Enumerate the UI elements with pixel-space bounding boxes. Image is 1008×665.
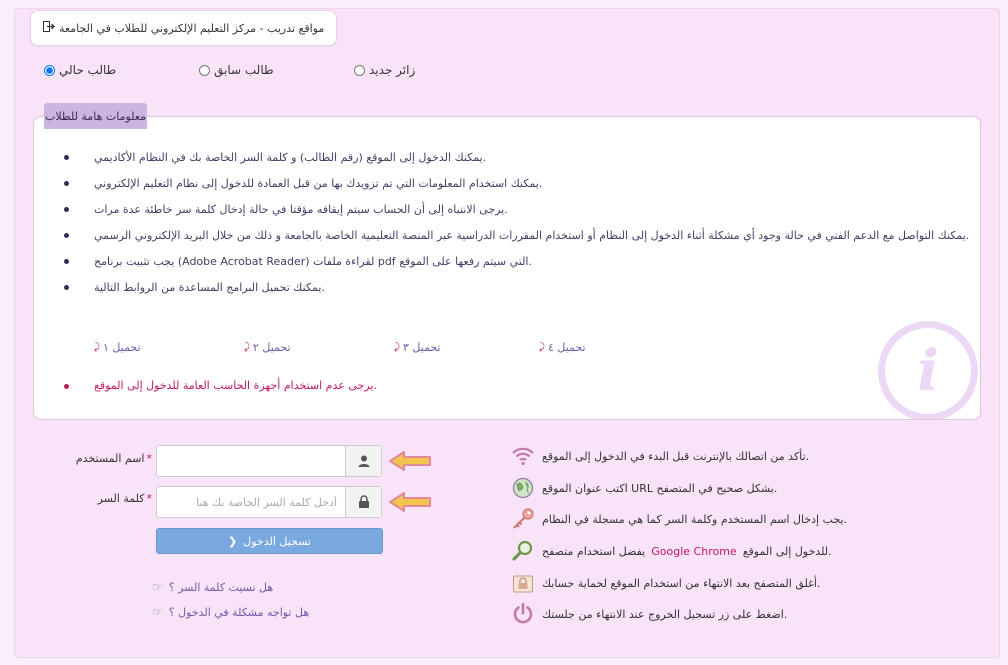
username-label	[32, 452, 152, 465]
required-mark: *	[146, 452, 152, 465]
username-field	[156, 445, 382, 477]
tip-text: ﻳﻔﻀﻞ ﺍﺳﺘﺨﺪﺍﻡ ﻣﺘﺼﻔﺢ	[542, 544, 646, 558]
radio-label: ﻃﺎﻟﺐ ﺳﺎﺑﻖ	[214, 63, 274, 77]
download-icon: ⤸	[394, 342, 400, 353]
list-item: ﻳﻤﻜﻨﻚ ﺍﻟﺘﻮﺍﺻﻞ ﻣﻊ ﺍﻟﺪﻋﻢ ﺍﻟﻔﻨﻲ ﻓﻲ ﺣﺎﻟﺔ ﻭﺟﻮﺩ ﺃﻱ ﻣﺸﻜﻠﺔ ﺃﺛﻨﺎﺀ ﺍﻟﺪﺧﻮﻝ ﺇﻟﻰ ﺍﻟﻨﻈﺎﻡ ﺃﻭ ﺍﺳﺘﺨﺪﺍﻡ ﺍﻟﻤﻘﺮﺭﺍﺕ ﺍﻟﺪﺭﺍﺳﻴﺔ ﻋﺒﺮ ﺍﻟﻤﻨﺼﺔ ﺍﻟﺘﻌﻠﻴﻤﻴﺔ ﺍﻟﺨﺎﺻﺔ ﺑﺎﻟﺠﺎﻣﻌﺔ ﻭ ﺫﻟﻚ ﻣﻦ ﺧﻼﻝ ﺍﻟﺒﺮﻳﺪ ﺍﻹﻟﻜﺘﺮﻭﻧﻲ ﺍﻟﺮﺳﻤﻲ.	[64, 223, 974, 249]
radio-current-student[interactable]	[44, 63, 116, 77]
username-label-text: ﺍﺳﻢ ﺍﻟﻤﺴﺘﺨﺪﻡ	[75, 452, 145, 465]
info-panel	[33, 116, 981, 420]
login-button-label: ﺗﺴﺠﻴﻞ ﺍﻟﺪﺧﻮﻝ	[243, 534, 311, 548]
tip-item	[510, 602, 787, 626]
info-icon: i	[878, 321, 978, 420]
login-button[interactable]	[156, 528, 383, 554]
power-icon	[510, 602, 536, 626]
login-problem-link[interactable]	[152, 605, 309, 619]
download-label: ﺗﺤﻤﻴﻞ ٢	[253, 341, 291, 354]
wifi-icon	[510, 444, 536, 468]
list-item: ﻳﺠﺐ ﺗﺜﺒﻴﺖ ﺑﺮﻧﺎﻣﺞ (Adobe Acrobat Reader) ﻟﻘﺮﺍﺀﺓ ﻣﻠﻔﺎﺕ pdf ﺍﻟﺘﻲ ﺳﻴﺘﻢ ﺭﻓﻌﻬﺎ ﻋﻠﻰ ﺍﻟﻤﻮﻗﻊ.	[64, 249, 974, 275]
download-icon: ⤸	[539, 342, 545, 353]
tip-text: ﻳﺠﺐ ﺇﺩﺧﺎﻝ ﺍﺳﻢ ﺍﻟﻤﺴﺘﺨﺪﻡ ﻭﻛﻠﻤﺔ ﺍﻟﺴﺮ ﻛﻤﺎ ﻫﻲ ﻣﺴﺠﻠﺔ ﻓﻲ ﺍﻟﻨﻈﺎﻡ.	[542, 512, 848, 526]
tip-item	[510, 507, 847, 531]
password-label	[32, 492, 152, 505]
list-item: ﻳﻤﻜﻨﻚ ﺍﺳﺘﺨﺪﺍﻡ ﺍﻟﻤﻌﻠﻮﻣﺎﺕ ﺍﻟﺘﻲ ﺗﻢ ﺗﺰﻭﻳﺪﻙ ﺑﻬﺎ ﻣﻦ ﻗﺒﻞ ﺍﻟﻌﻤﺎﺩﺓ ﻟﻠﺪﺧﻮﻝ ﺇﻟﻰ ﻧﻈﺎﻡ ﺍﻟﺘﻌﻠﻴﻢ ﺍﻹﻟﻜﺘﺮﻭﻧﻲ.	[64, 171, 974, 197]
download-links	[94, 341, 694, 357]
tip-text: ﺍﻛﺘﺐ ﻋﻨﻮﺍﻥ ﺍﻟﻤﻮﻗﻊ URL ﺑﺸﻜﻞ ﺻﺤﻴﺢ ﻓﻲ ﺍﻟﻤﺘﺼﻔﺢ.	[542, 481, 778, 495]
tip-item	[510, 539, 832, 563]
password-label-text: ﻛﻠﻤﺔ ﺍﻟﺴﺮ	[97, 492, 145, 505]
download-icon: ⤸	[244, 342, 250, 353]
globe-icon	[510, 476, 536, 500]
chevron-right-icon: ❯	[228, 534, 238, 548]
tip-item	[510, 476, 777, 500]
radio-input[interactable]	[354, 65, 365, 76]
warning-text: ﻳﺮﺟﻰ ﻋﺪﻡ ﺍﺳﺘﺨﺪﺍﻡ ﺃﺟﻬﺰﺓ ﺍﻟﺤﺎﺳﺐ ﺍﻟﻌﺎﻣﺔ ﻟﻠﺪﺧﻮﻝ ﺇﻟﻰ ﺍﻟﻤﻮﻗﻊ.	[64, 379, 377, 392]
info-tab[interactable]: ﻣﻌﻠﻮﻣﺎﺕ ﻫﺎﻣﺔ ﻟﻠﻄﻼﺏ	[44, 103, 147, 129]
list-item: ﻳﻤﻜﻨﻚ ﺍﻟﺪﺧﻮﻝ ﺇﻟﻰ ﺍﻟﻤﻮﻗﻊ (ﺭﻗﻢ ﺍﻟﻄﺎﻟﺐ) ﻭ ﻛﻠﻤﺔ ﺍﻟﺴﺮ ﺍﻟﺨﺎﺻﺔ ﺑﻚ ﻓﻲ ﺍﻟﻨﻈﺎﻡ ﺍﻷﻛﺎﺩﻳﻤﻲ.	[64, 145, 974, 171]
radio-input[interactable]	[199, 65, 210, 76]
list-item: ﻳﺮﺟﻰ ﺍﻻﻧﺘﺒﺎﻩ ﺇﻟﻰ ﺃﻥ ﺍﻟﺤﺴﺎﺏ ﺳﻴﺘﻢ ﺇﻳﻘﺎﻓﻪ ﻣﺆﻗﺘﺎ ﻓﻲ ﺣﺎﻟﺔ ﺇﺩﺧﺎﻝ ﻛﻠﻤﺔ ﺳﺮ ﺧﺎﻃﺌﺔ ﻋﺪﺓ ﻣﺮﺍﺕ.	[64, 197, 974, 223]
radio-former-student[interactable]	[199, 63, 274, 77]
page-title-tab	[30, 10, 337, 46]
page-title: ﻣﻮﺍﻗﻊ ﺗﺪﺭﻳﺐ - ﻣﺮﻛﺰ ﺍﻟﺘﻌﻠﻴﻢ ﺍﻹﻟﻜﺘﺮﻭﻧﻲ ﻟﻠﻄﻼﺏ ﻓﻲ ﺍﻟﺠﺎﻣﻌﺔ	[59, 21, 325, 35]
logout-icon[interactable]	[43, 21, 55, 35]
help-link-label: ﻫﻞ ﻧﺴﻴﺖ ﻛﻠﻤﺔ ﺍﻟﺴﺮ ؟	[168, 580, 274, 594]
info-list	[64, 145, 974, 301]
browser-name: Google Chrome	[651, 544, 737, 558]
tip-text: ﺍﺿﻐﻂ ﻋﻠﻰ ﺯﺭ ﺗﺴﺠﻴﻞ ﺍﻟﺨﺮﻭﺝ ﻋﻨﺪ ﺍﻻﻧﺘﻬﺎﺀ ﻣﻦ ﺟﻠﺴﺘﻚ.	[542, 607, 788, 621]
lock-icon	[345, 487, 381, 517]
lock-icon	[510, 571, 536, 595]
download-icon: ⤸	[94, 342, 100, 353]
download-label: ﺗﺤﻤﻴﻞ ١	[103, 341, 141, 354]
tip-item	[510, 571, 820, 595]
search-icon	[510, 539, 536, 563]
tip-text: ﺃﻏﻠﻖ ﺍﻟﻤﺘﺼﻔﺢ ﺑﻌﺪ ﺍﻻﻧﺘﻬﺎﺀ ﻣﻦ ﺍﺳﺘﺨﺪﺍﻡ ﺍﻟﻤﻮﻗﻊ ﻟﺤﻤﺎﻳﺔ ﺣﺴﺎﺑﻚ.	[542, 576, 821, 590]
download-link-2[interactable]	[244, 341, 291, 354]
download-link-3[interactable]	[394, 341, 441, 354]
radio-label: ﺯﺍﺋﺮ ﺟﺪﻳﺪ	[369, 63, 416, 77]
radio-label: ﻃﺎﻟﺐ ﺣﺎﻟﻲ	[59, 63, 117, 77]
tip-text-after: ﻟﻠﺪﺧﻮﻝ ﺇﻟﻰ ﺍﻟﻤﻮﻗﻊ.	[742, 544, 832, 558]
help-link-label: ﻫﻞ ﺗﻮﺍﺟﻪ ﻣﺸﻜﻠﺔ ﻓﻲ ﺍﻟﺪﺧﻮﻝ ؟	[168, 605, 310, 619]
download-link-4[interactable]	[539, 341, 586, 354]
forgot-password-link[interactable]	[152, 580, 273, 594]
download-label: ﺗﺤﻤﻴﻞ ٣	[403, 341, 441, 354]
list-item: ﻳﻤﻜﻨﻚ ﺗﺤﻤﻴﻞ ﺍﻟﺒﺮﺍﻣﺞ ﺍﻟﻤﺴﺎﻋﺪﺓ ﻣﻦ ﺍﻟﺮﻭﺍﺑﻂ ﺍﻟﺘﺎﻟﻴﺔ.	[64, 275, 974, 301]
user-icon	[345, 446, 381, 476]
key-icon	[510, 507, 536, 531]
password-arrow-icon	[388, 490, 432, 514]
radio-input[interactable]	[44, 65, 55, 76]
pointing-hand-icon: ☞	[152, 580, 163, 594]
pointing-hand-icon: ☞	[152, 605, 163, 619]
radio-new-visitor[interactable]	[354, 63, 415, 77]
username-input[interactable]	[157, 446, 345, 476]
download-label: ﺗﺤﻤﻴﻞ ٤	[548, 341, 586, 354]
required-mark: *	[146, 492, 152, 505]
account-type-group	[44, 63, 464, 79]
download-link-1[interactable]	[94, 341, 141, 354]
tip-item	[510, 444, 809, 468]
username-arrow-icon	[388, 449, 432, 473]
tip-text: ﺗﺄﻛﺪ ﻣﻦ ﺍﺗﺼﺎﻟﻚ ﺑﺎﻹﻧﺘﺮﻧﺖ ﻗﺒﻞ ﺍﻟﺒﺪﺀ ﻓﻲ ﺍﻟﺪﺧﻮﻝ ﺇﻟﻰ ﺍﻟﻤﻮﻗﻊ.	[542, 449, 810, 463]
password-input[interactable]	[157, 487, 345, 517]
password-field	[156, 486, 382, 518]
